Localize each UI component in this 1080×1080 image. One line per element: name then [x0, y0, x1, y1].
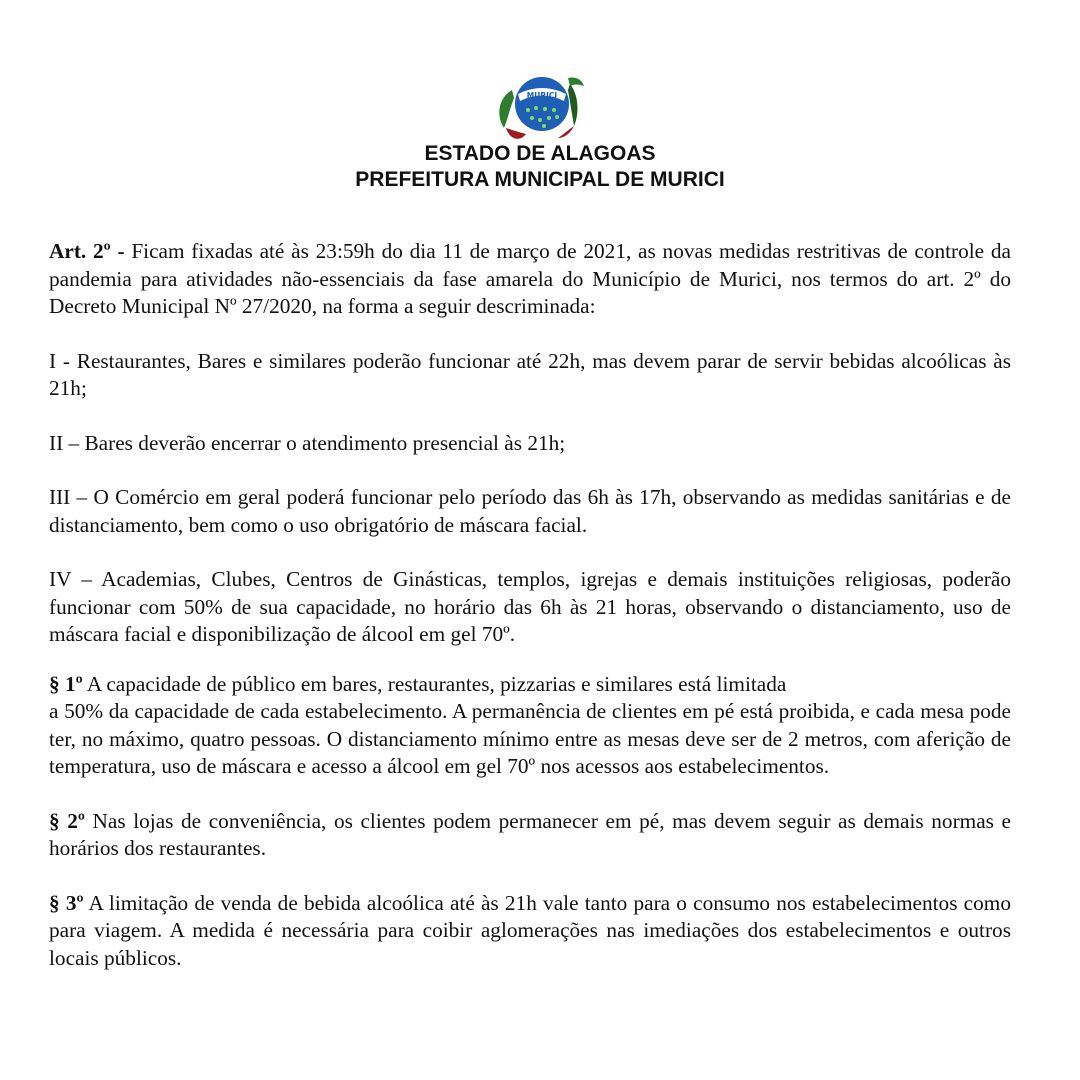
svg-text:MURICI: MURICI	[526, 91, 558, 100]
article-paragraph	[49, 238, 1011, 321]
item-iv: IV – Academias, Clubes, Centros de Ginásticas, templos, igrejas e demais instituições religiosas, poderão funcionar com 50% de sua capacidade, no horário das 6h às 21 horas, observando o distanciamento, uso de máscara facial e disponibilização de álcool em gel 70º.	[49, 567, 1011, 646]
paragraph-2-text: Nas lojas de conveniência, os clientes podem permanecer em pé, mas devem seguir as demais normas e horários dos restaurantes.	[49, 808, 1012, 860]
paragraph-1	[49, 671, 1011, 781]
city-hall-name: PREFEITURA MUNICIPAL DE MURICI	[355, 168, 725, 191]
paragraph-2-mark: § 2º	[49, 808, 85, 833]
article-number: Art. 2º -	[49, 239, 125, 263]
murici-seal-logo	[490, 68, 590, 144]
paragraph-3-text: A limitação de venda de bebida alcoólica até às 21h vale tanto para o consumo nos estabelecimentos como para viagem. A medida é necessária para coibir aglomerações nas imediações dos estabelecimentos e outros locais públicos.	[49, 890, 1011, 970]
paragraph-1-text: a 50% da capacidade de cada estabelecimento. A permanência de clientes em pé está proibida, e cada mesa pode ter, no máximo, quatro pessoas. O distanciamento mínimo entre as mesas deve ser de 2 metros, com aferição de temperatura, uso de máscara e acesso a álcool em gel 70º nos acessos aos estabelecimentos.	[49, 699, 1011, 778]
document-body	[49, 238, 1011, 999]
paragraph-3	[49, 890, 1011, 973]
paragraph-1-mark: § 1º	[49, 671, 83, 696]
item-ii: II – Bares deverão encerrar o atendimento presencial às 21h;	[49, 430, 566, 455]
item-iii: III – O Comércio em geral poderá funcionar pelo período das 6h às 17h, observando as medidas sanitárias e de distanciamento, bem como o uso obrigatório de máscara facial.	[49, 485, 1011, 537]
paragraph-2	[49, 808, 1011, 863]
article-text: Ficam fixadas até às 23:59h do dia 11 de março de 2021, as novas medidas restritivas de controle da pandemia para atividades não-essenciais da fase amarela do Município de Murici, nos termos do art. 2º do Decreto Municipal Nº 27/2020, na forma a seguir descriminada:	[49, 239, 1011, 318]
document-header	[0, 68, 1080, 193]
paragraph-1-first-line: § 1º A capacidade de público em bares, restaurantes, pizzarias e similares está limitada	[49, 671, 787, 696]
paragraph-3-mark: § 3º	[49, 890, 84, 915]
state-name: ESTADO DE ALAGOAS	[424, 142, 656, 165]
item-i: I - Restaurantes, Bares e similares poderão funcionar até 22h, mas devem parar de servir bebidas alcoólicas às 21h;	[49, 348, 1011, 400]
